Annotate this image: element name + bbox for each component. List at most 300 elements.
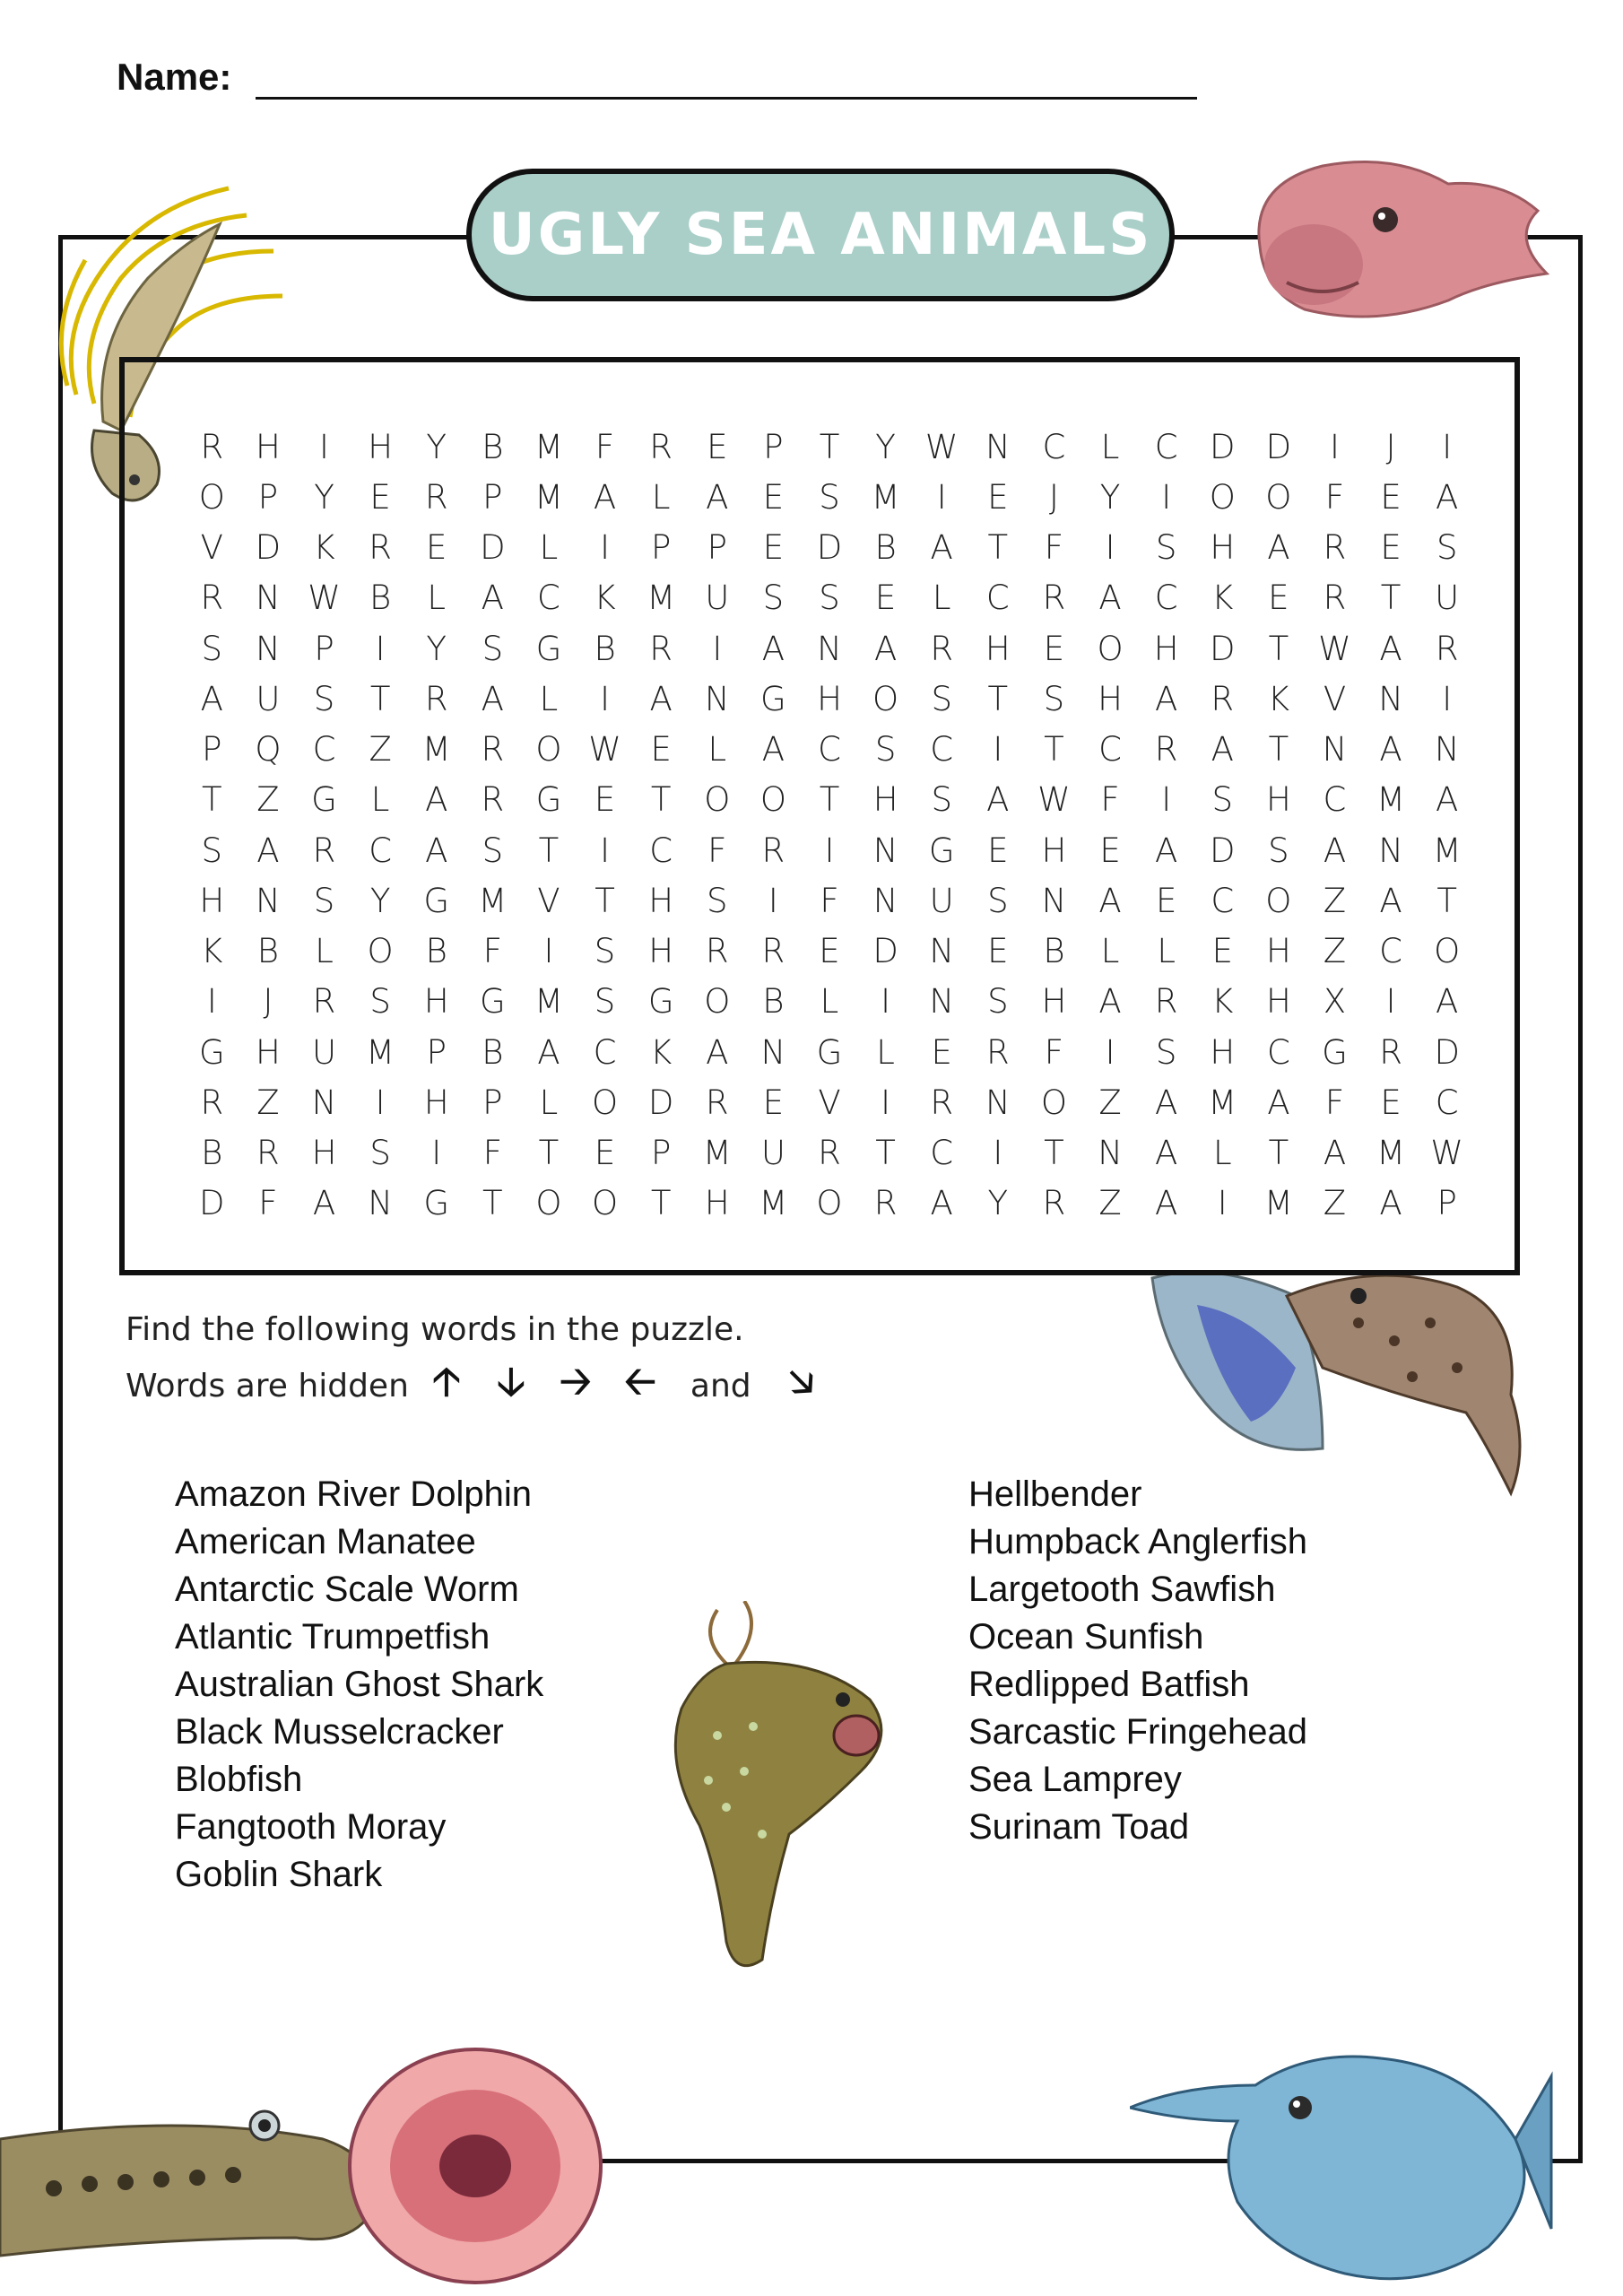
grid-letter: G: [535, 780, 562, 820]
grid-letter: P: [1436, 1184, 1457, 1223]
grid-letter: N: [1098, 1134, 1123, 1173]
grid-letter: B: [874, 528, 897, 568]
grid-letter: R: [424, 477, 448, 517]
grid-letter: R: [424, 679, 448, 718]
grid-letter: Y: [426, 427, 447, 466]
grid-letter: H: [423, 1083, 449, 1122]
word-list-item: Hellbender: [968, 1474, 1142, 1514]
word-list-item: Blobfish: [175, 1760, 303, 1799]
grid-letter: E: [1380, 528, 1402, 568]
grid-letter: S: [1155, 528, 1177, 568]
grid-letter: T: [650, 1184, 672, 1223]
grid-letter: C: [930, 1134, 954, 1173]
arrow-up-icon: 🡡: [432, 1359, 461, 1405]
grid-letter: R: [481, 730, 505, 770]
grid-letter: P: [314, 629, 334, 668]
grid-letter: T: [1380, 578, 1402, 618]
grid-letter: B: [201, 1134, 223, 1173]
grid-letter: C: [649, 831, 673, 870]
grid-letter: I: [375, 629, 386, 668]
grid-letter: A: [706, 1032, 729, 1072]
grid-letter: E: [819, 932, 840, 971]
grid-letter: H: [648, 881, 674, 920]
grid-letter: I: [1442, 427, 1453, 466]
grid-letter: P: [482, 477, 503, 517]
grid-letter: R: [930, 629, 954, 668]
grid-letter: H: [1210, 528, 1236, 568]
grid-letter: D: [199, 1184, 225, 1223]
grid-letter: O: [816, 1184, 843, 1223]
grid-letter: A: [1211, 730, 1234, 770]
grid-letter: H: [1098, 679, 1123, 718]
grid-letter: A: [1436, 982, 1459, 1022]
grid-letter: T: [538, 831, 560, 870]
grid-letter: T: [987, 679, 1009, 718]
grid-letter: H: [872, 780, 898, 820]
grid-letter: Z: [1098, 1083, 1122, 1122]
grid-letter: O: [1434, 932, 1461, 971]
grid-letter: C: [369, 831, 393, 870]
grid-letter: B: [482, 427, 504, 466]
grid-letter: S: [594, 932, 616, 971]
grid-letter: A: [1267, 1083, 1290, 1122]
grid-letter: L: [539, 528, 559, 568]
instructions-and: and: [690, 1368, 751, 1405]
grid-letter: I: [600, 679, 611, 718]
grid-letter: Z: [1098, 1184, 1122, 1223]
grid-letter: W: [308, 578, 341, 618]
grid-letter: R: [200, 578, 224, 618]
grid-letter: M: [871, 477, 900, 517]
grid-letter: F: [482, 1134, 502, 1173]
grid-letter: S: [1211, 780, 1233, 820]
grid-letter: C: [818, 730, 841, 770]
grid-letter: R: [1379, 1032, 1402, 1072]
grid-letter: R: [985, 1032, 1010, 1072]
word-list-item: Black Musselcracker: [175, 1712, 504, 1752]
grid-letter: E: [1043, 629, 1065, 668]
grid-letter: P: [202, 730, 222, 770]
grid-letter: E: [987, 831, 1009, 870]
grid-letter: E: [1099, 831, 1121, 870]
name-line: [256, 97, 1197, 100]
grid-letter: I: [881, 982, 891, 1022]
grid-letter: R: [200, 1083, 224, 1122]
grid-letter: A: [649, 679, 673, 718]
grid-letter: N: [704, 679, 730, 718]
word-list-left: [175, 1471, 543, 1899]
grid-letter: K: [1211, 578, 1234, 618]
grid-letter: F: [1100, 780, 1120, 820]
grid-letter: E: [594, 1134, 616, 1173]
grid-letter: I: [712, 629, 723, 668]
grid-letter: H: [255, 427, 281, 466]
grid-letter: R: [1323, 528, 1347, 568]
grid-letter: S: [1436, 528, 1458, 568]
grid-letter: Z: [369, 730, 392, 770]
grid-letter: R: [1042, 578, 1066, 618]
grid-letter: N: [256, 629, 281, 668]
grid-letter: M: [534, 477, 563, 517]
grid-letter: A: [593, 477, 617, 517]
instructions-line-1: Find the following words in the puzzle.: [126, 1311, 744, 1348]
grid-letter: S: [482, 831, 504, 870]
grid-letter: M: [534, 427, 563, 466]
grid-letter: H: [1265, 982, 1291, 1022]
grid-letter: N: [929, 932, 955, 971]
grid-letter: N: [1434, 730, 1460, 770]
grid-letter: U: [311, 1032, 337, 1072]
grid-letter: C: [1154, 427, 1178, 466]
grid-letter: I: [1442, 679, 1453, 718]
grid-letter: I: [1385, 982, 1396, 1022]
grid-letter: R: [312, 831, 336, 870]
grid-letter: T: [1268, 629, 1289, 668]
grid-letter: O: [704, 780, 731, 820]
grid-letter: O: [1209, 477, 1236, 517]
grid-letter: A: [873, 629, 898, 668]
grid-letter: G: [311, 780, 337, 820]
grid-letter: A: [930, 528, 953, 568]
grid-letter: S: [313, 679, 335, 718]
grid-letter: D: [1265, 427, 1292, 466]
grid-letter: O: [591, 1083, 619, 1122]
grid-letter: E: [1380, 1083, 1402, 1122]
grid-letter: H: [255, 1032, 281, 1072]
grid-letter: N: [256, 881, 281, 920]
grid-letter: R: [481, 780, 505, 820]
grid-letter: N: [760, 1032, 786, 1072]
grid-letter: R: [705, 1083, 729, 1122]
grid-letter: C: [537, 578, 560, 618]
grid-letter: H: [199, 881, 225, 920]
grid-letter: O: [535, 730, 562, 770]
letter-grid: [184, 422, 1475, 1229]
grid-letter: Q: [255, 730, 282, 770]
grid-letter: E: [987, 477, 1009, 517]
grid-letter: C: [1042, 427, 1066, 466]
grid-letter: I: [768, 881, 778, 920]
grid-letter: D: [1210, 427, 1236, 466]
grid-letter: U: [1435, 578, 1460, 618]
grid-letter: E: [1380, 477, 1402, 517]
grid-letter: L: [876, 1032, 895, 1072]
grid-letter: S: [987, 881, 1009, 920]
grid-letter: E: [762, 1083, 785, 1122]
grid-letter: D: [255, 528, 282, 568]
grid-letter: X: [1323, 982, 1347, 1022]
grid-letter: K: [594, 578, 616, 618]
grid-letter: L: [820, 982, 839, 1022]
grid-letter: F: [258, 1184, 278, 1223]
grid-letter: A: [986, 780, 1010, 820]
grid-letter: T: [1044, 730, 1064, 770]
instructions-line-2: [126, 1352, 829, 1420]
grid-letter: P: [763, 427, 784, 466]
grid-letter: N: [256, 578, 281, 618]
grid-letter: T: [538, 1134, 560, 1173]
grid-letter: A: [1154, 1184, 1178, 1223]
page-title: UGLY SEA ANIMALS: [466, 169, 1175, 301]
grid-letter: C: [1211, 881, 1235, 920]
grid-letter: O: [872, 679, 899, 718]
grid-letter: B: [762, 982, 785, 1022]
grid-letter: G: [928, 831, 955, 870]
grid-letter: J: [263, 982, 273, 1022]
grid-letter: E: [426, 528, 447, 568]
grid-letter: N: [985, 427, 1011, 466]
grid-letter: R: [312, 982, 336, 1022]
grid-letter: A: [256, 831, 280, 870]
word-list-item: Antarctic Scale Worm: [175, 1570, 519, 1609]
grid-letter: S: [931, 780, 952, 820]
grid-letter: R: [930, 1083, 954, 1122]
grid-letter: E: [762, 477, 785, 517]
grid-letter: Y: [426, 629, 447, 668]
grid-letter: Y: [987, 1184, 1009, 1223]
grid-letter: F: [707, 831, 727, 870]
grid-letter: S: [1043, 679, 1065, 718]
grid-letter: E: [762, 528, 785, 568]
name-label: Name:: [117, 56, 232, 98]
grid-letter: L: [370, 780, 390, 820]
grid-letter: L: [1100, 932, 1120, 971]
grid-letter: S: [369, 982, 391, 1022]
grid-letter: L: [539, 679, 559, 718]
grid-letter: R: [761, 932, 785, 971]
arrow-down-icon: 🡣: [497, 1359, 525, 1405]
grid-letter: A: [1323, 831, 1347, 870]
grid-letter: A: [1267, 528, 1290, 568]
grid-letter: Y: [369, 881, 391, 920]
grid-letter: F: [1324, 477, 1345, 517]
grid-letter: I: [1105, 528, 1115, 568]
grid-letter: I: [1217, 1184, 1228, 1223]
grid-letter: G: [816, 1032, 843, 1072]
grid-letter: W: [1318, 629, 1351, 668]
grid-letter: C: [930, 730, 954, 770]
grid-letter: H: [311, 1134, 337, 1173]
grid-letter: I: [1330, 427, 1340, 466]
grid-letter: A: [1323, 1134, 1347, 1173]
grid-letter: Y: [314, 477, 334, 517]
grid-letter: N: [929, 982, 955, 1022]
grid-letter: R: [1154, 730, 1178, 770]
word-list-item: Ocean Sunfish: [968, 1617, 1204, 1657]
grid-letter: F: [1044, 1032, 1064, 1072]
grid-letter: P: [482, 1083, 503, 1122]
grid-letter: M: [1263, 1184, 1293, 1223]
grid-letter: O: [759, 780, 786, 820]
grid-letter: E: [650, 730, 672, 770]
grid-letter: N: [872, 831, 898, 870]
grid-letter: T: [1436, 881, 1457, 920]
grid-letter: F: [820, 881, 839, 920]
grid-letter: A: [1154, 1134, 1178, 1173]
grid-letter: B: [256, 932, 280, 971]
grid-letter: T: [987, 528, 1009, 568]
grid-letter: S: [1268, 831, 1289, 870]
grid-letter: H: [817, 679, 842, 718]
grid-letter: N: [311, 1083, 337, 1122]
grid-letter: T: [1268, 1134, 1289, 1173]
grid-letter: M: [478, 881, 508, 920]
word-list-right: [968, 1471, 1307, 1851]
grid-letter: E: [369, 477, 391, 517]
grid-letter: H: [1041, 982, 1067, 1022]
grid-letter: E: [707, 427, 728, 466]
grid-letter: P: [426, 1032, 447, 1072]
grid-letter: D: [647, 1083, 674, 1122]
grid-letter: G: [423, 1184, 450, 1223]
grid-letter: R: [369, 528, 392, 568]
grid-letter: L: [651, 477, 671, 517]
grid-letter: A: [1154, 1083, 1178, 1122]
grid-letter: L: [1212, 1134, 1232, 1173]
grid-letter: R: [705, 932, 729, 971]
grid-letter: V: [1323, 679, 1347, 718]
grid-letter: A: [1379, 629, 1402, 668]
grid-letter: Z: [256, 1083, 280, 1122]
grid-letter: M: [1208, 1083, 1237, 1122]
grid-letter: A: [1436, 477, 1459, 517]
grid-letter: G: [198, 1032, 225, 1072]
grid-letter: E: [1268, 578, 1289, 618]
grid-letter: U: [929, 881, 954, 920]
grid-letter: R: [1042, 1184, 1066, 1223]
grid-letter: E: [931, 1032, 952, 1072]
arrow-left-icon: 🡠: [624, 1359, 656, 1405]
grid-letter: R: [1154, 982, 1178, 1022]
grid-letter: F: [1324, 1083, 1345, 1122]
grid-letter: F: [482, 932, 502, 971]
grid-letter: K: [1267, 679, 1289, 718]
grid-letter: D: [872, 932, 898, 971]
grid-letter: R: [1211, 679, 1235, 718]
grid-letter: E: [1211, 932, 1233, 971]
grid-letter: K: [650, 1032, 673, 1072]
grid-letter: W: [924, 427, 959, 466]
grid-letter: R: [818, 1134, 841, 1173]
grid-letter: M: [647, 578, 676, 618]
grid-letter: A: [1098, 881, 1122, 920]
word-list-item: Surinam Toad: [968, 1807, 1190, 1847]
arrow-down-right-icon: 🡦: [788, 1359, 814, 1405]
grid-letter: I: [936, 477, 947, 517]
grid-letter: P: [707, 528, 727, 568]
grid-letter: T: [819, 780, 840, 820]
grid-letter: H: [1210, 1032, 1236, 1072]
grid-letter: A: [1098, 982, 1122, 1022]
grid-letter: O: [704, 982, 731, 1022]
grid-letter: U: [705, 578, 730, 618]
grid-letter: O: [591, 1184, 619, 1223]
grid-letter: O: [198, 477, 225, 517]
grid-letter: D: [1434, 1032, 1460, 1072]
grid-letter: P: [257, 477, 279, 517]
grid-letter: I: [824, 831, 835, 870]
grid-letter: H: [1041, 831, 1067, 870]
word-list-item: Humpback Anglerfish: [968, 1522, 1307, 1561]
grid-letter: A: [425, 780, 448, 820]
word-list-item: Largetooth Sawfish: [968, 1570, 1276, 1609]
grid-letter: O: [1040, 1083, 1067, 1122]
grid-letter: R: [1435, 629, 1459, 668]
grid-letter: L: [1157, 932, 1176, 971]
grid-letter: H: [985, 629, 1011, 668]
word-list-item: Atlantic Trumpetfish: [175, 1617, 490, 1657]
grid-letter: G: [760, 679, 786, 718]
grid-letter: M: [534, 982, 563, 1022]
grid-letter: C: [1154, 578, 1178, 618]
grid-letter: A: [200, 679, 223, 718]
grid-letter: S: [482, 629, 504, 668]
grid-letter: O: [1097, 629, 1124, 668]
grid-letter: L: [932, 578, 951, 618]
instructions-line-2-text: Words are hidden: [126, 1368, 409, 1405]
grid-letter: M: [421, 730, 451, 770]
grid-letter: I: [543, 932, 554, 971]
grid-letter: K: [313, 528, 335, 568]
grid-letter: R: [761, 831, 785, 870]
grid-letter: A: [1436, 780, 1459, 820]
grid-letter: M: [702, 1134, 732, 1173]
word-list-item: Amazon River Dolphin: [175, 1474, 532, 1514]
grid-letter: S: [201, 629, 223, 668]
grid-letter: S: [594, 982, 616, 1022]
grid-letter: N: [817, 629, 842, 668]
grid-letter: S: [819, 477, 840, 517]
grid-letter: M: [759, 1184, 788, 1223]
grid-letter: W: [588, 730, 621, 770]
grid-letter: N: [368, 1184, 393, 1223]
grid-letter: S: [762, 578, 785, 618]
grid-letter: A: [706, 477, 729, 517]
grid-letter: U: [256, 679, 281, 718]
grid-letter: D: [1210, 629, 1236, 668]
word-list-item: Sarcastic Fringehead: [968, 1712, 1307, 1752]
grid-letter: D: [480, 528, 506, 568]
grid-letter: A: [761, 730, 785, 770]
grid-letter: O: [1265, 477, 1292, 517]
grid-letter: Y: [1099, 477, 1121, 517]
word-list-item: Fangtooth Moray: [175, 1807, 447, 1847]
grid-letter: T: [595, 881, 615, 920]
grid-letter: O: [1265, 881, 1292, 920]
grid-letter: V: [818, 1083, 841, 1122]
grid-letter: S: [313, 881, 335, 920]
grid-letter: E: [594, 780, 616, 820]
grid-letter: S: [201, 831, 223, 870]
grid-letter: V: [537, 881, 560, 920]
grid-letter: A: [1098, 578, 1122, 618]
grid-letter: C: [1098, 730, 1122, 770]
grid-letter: J: [1048, 477, 1059, 517]
grid-letter: Z: [1323, 881, 1347, 920]
grid-letter: K: [1211, 982, 1234, 1022]
grid-letter: C: [312, 730, 336, 770]
grid-letter: I: [600, 831, 611, 870]
grid-letter: P: [651, 528, 672, 568]
grid-letter: Z: [1323, 1184, 1347, 1223]
grid-letter: C: [1266, 1032, 1290, 1072]
grid-letter: T: [369, 679, 391, 718]
grid-letter: A: [761, 629, 785, 668]
grid-letter: L: [315, 932, 334, 971]
word-list-item: Goblin Shark: [175, 1855, 383, 1894]
grid-letter: W: [1037, 780, 1071, 820]
grid-letter: N: [1041, 881, 1067, 920]
